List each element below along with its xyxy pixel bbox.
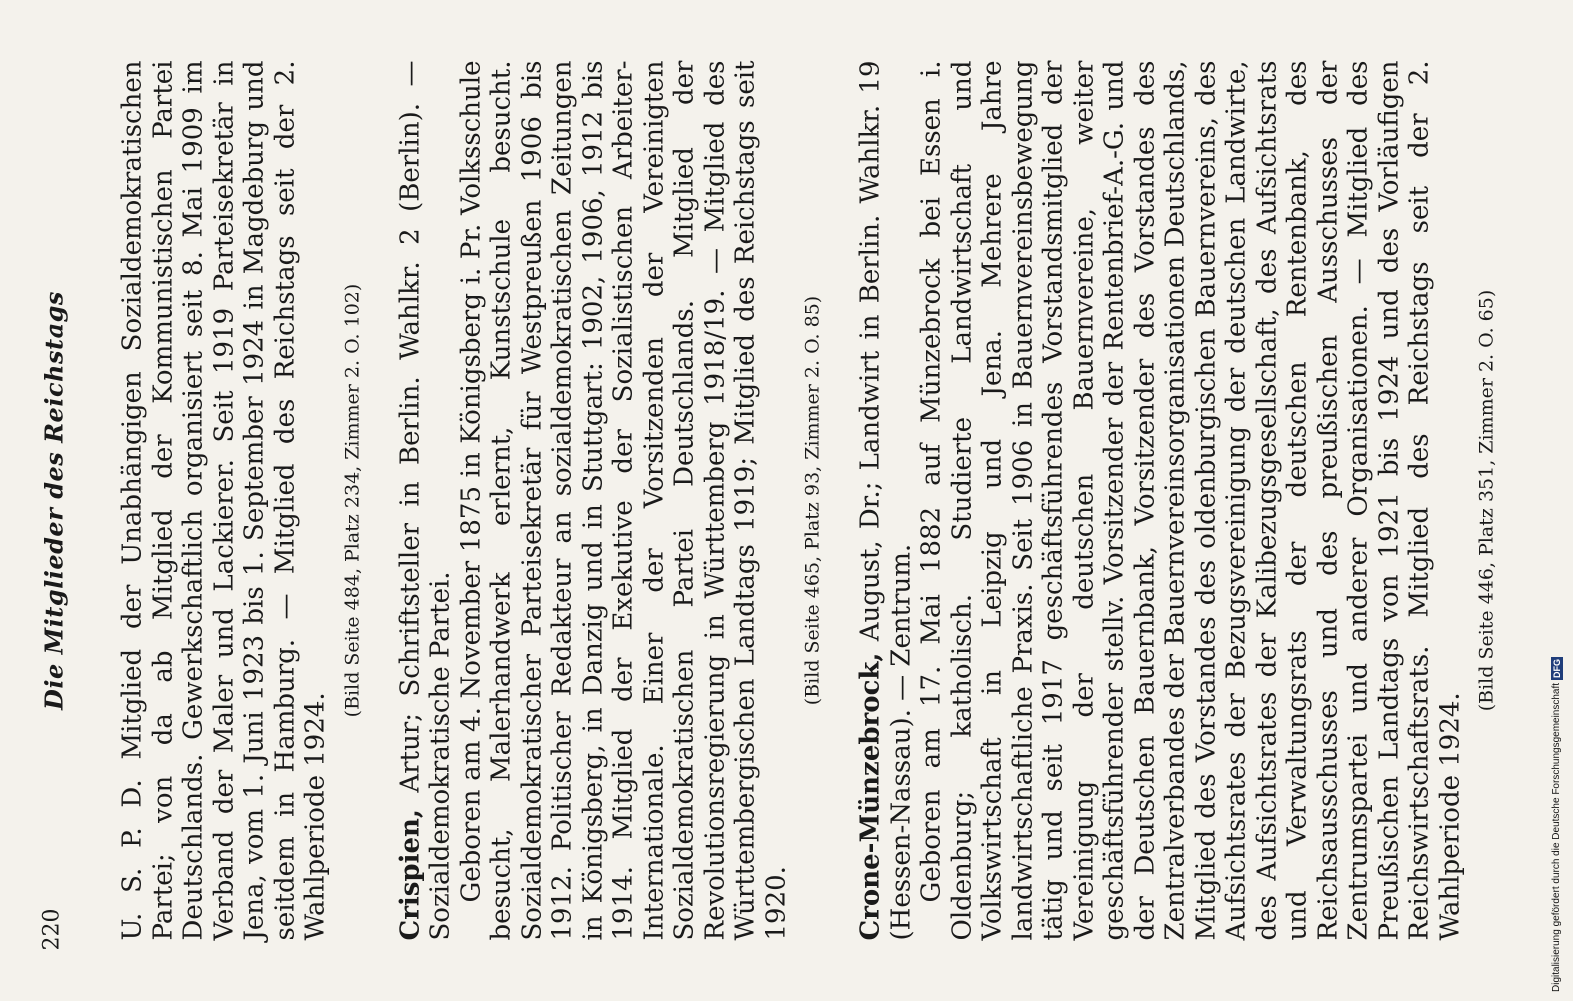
page-body [118,61,1530,941]
dfg-logo: DFG [1552,659,1562,679]
dfg-credit [1551,8,1567,992]
page-header [40,51,80,951]
entry-paragraph: Geboren am 17. Mai 1882 auf Münzebrock bei Essen i. Oldenburg; katholisch. Studierte Landwirtschaft und Volkswirtschaft in Leipzig und Jena. Mehrere Jahre landwirtschaftliche Praxis. Seit 1906 in Bauernvereinsbewegung tätig und seit 1917 geschäftsführendes Vorstandsmitglied der Vereinigung der deutschen Bauernvereine, weiter geschäftsführender stellv. Vorsitzender der Rentenbrief-A.-G. und der Deutschen Bauernbank, Vorsitzender des Vorstandes des Zentralverbandes der Bauernvereinsorganisationen Deutschlands, Mitglied des Vorstandes des oldenburgischen Bauernvereins, des Aufsichtsrates der Bezugsvereinigung der deutschen Landwirte, des Aufsichtsrates der Kalibezugsgesellschaft, des Aufsichtsrats und Verwaltungsrats der deutschen Rentenbank, des Reichsausschusses und des preußischen Ausschusses der Zentrumspartei und anderer Organisationen. — Mitglied des Preußischen Landtags von 1921 bis 1924 und des Vorläufigen Reichswirtschaftsrats. Mitglied des Reichstags seit der 2. Wahlperiode 1924. [916,60,1465,941]
page-number: 220 [39,908,65,951]
entry-intro: Artur; Schriftsteller in Berlin. Wahlkr. 2 (Berlin). — Sozialdemokratische Partei. [395,60,456,941]
entry-caption: (Bild Seite 465, Platz 93, Zimmer 2. O. 85) [801,295,824,706]
entry-name: Crispien, [395,809,425,941]
entry-crispien [395,61,826,941]
entry-continuation [118,61,366,941]
credit-text: Digitalisierung gefördert durch die Deutsche Forschungsgemeinschaft [1551,682,1562,992]
entry-crone-muenzebrock [856,61,1500,941]
entry-paragraph: U. S. P. D. Mitglied der Unabhängigen Sozialdemokratischen Partei; von da ab Mitglied der Kommunistischen Partei Deutschlands. Gewerkschaftlich organisiert seit 8. Mai 1909 im Verband der Maler und Lackierer. Seit 1919 Parteisekretär in Jena, vom 1. Juni 1923 bis 1. September 1924 in Magdeburg und seitdem in Hamburg. — Mitglied des Reichstags seit der 2. Wahlperiode 1924. [117,60,331,941]
entry-caption: (Bild Seite 484, Platz 234, Zimmer 2. O. 102) [341,283,363,718]
entry-paragraph: Geboren am 4. November 1875 in Königsberg i. Pr. Volksschule besucht, Malerhandwerk erlernt, Kunstschule besucht. Sozialdemokratischer Parteisekretär für Westpreußen 1906 bis 1912. Politischer Redakteur an sozialdemokratischen Zeitungen in Königsberg, in Danzig und in Stuttgart: 1902, 1906, 1912 bis 1914. Mitglied der Exekutive der Sozialistischen Arbeiter-Internationale. Einer der Vorsitzenden der Vereinigten Sozialdemokratischen Partei Deutschlands. Mitglied der Revolutionsregierung in Württemberg 1918/19. — Mitglied des Württembergischen Landtags 1919; Mitglied des Reichstags seit 1920. [456,60,791,941]
entry-name: Crone-Münzebrock, [855,652,886,941]
book-page [0,1,1573,1001]
entry-caption: (Bild Seite 446, Platz 351, Zimmer 2. O. 65) [1475,289,1498,712]
entry-intro: August, Dr.; Landwirt in Berlin. Wahlkr. 19 (Hessen-Nassau). — Zentrum. [855,60,916,941]
running-title: Die Mitglieder des Reichstags [39,291,69,710]
